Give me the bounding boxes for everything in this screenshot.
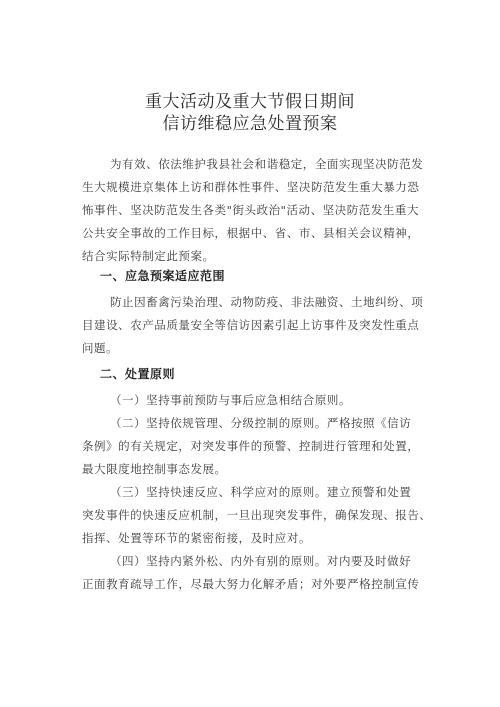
section1-line-3: 问题。	[82, 341, 119, 355]
section1-line-1: 防止因畜禽污染治理、动物防疫、非法融资、土地纠纷、项	[110, 295, 424, 309]
intro-line-5: 结合实际特制定此预案。	[82, 249, 215, 263]
intro-line-1: 为有效、依法维护我县社会和谐稳定，全面实现坚决防范发	[110, 157, 424, 171]
intro-line-2: 生大规模进京集体上访和群体性事件、坚决防范发生重大暴力恐	[82, 180, 420, 194]
principle-line-6: 突发事件的快速反应机制，一旦出现突发事件，确保发现、报告、	[82, 508, 432, 522]
intro-line-3: 怖事件、坚决防范发生各类"街头政治"活动、坚决防范发生重大	[82, 203, 420, 217]
section-heading-scope: 一、应急预案适应范围	[100, 269, 226, 283]
document-title-line-1: 重大活动及重大节假日期间	[145, 92, 355, 112]
principle-line-9: 正面教育疏导工作，尽最大努力化解矛盾；对外要严格控制宣传	[82, 577, 420, 591]
principle-line-4: 最大限度地控制事态发展。	[82, 462, 227, 476]
principle-line-3: 条例》的有关规定，对突发事件的预警、控制进行管理和处置，	[82, 439, 420, 453]
section1-line-2: 目建设、农产品质量安全等信访因素引起上访事件及突发性重点	[82, 318, 420, 332]
principle-line-1: （一）坚持事前预防与事后应急相结合原则。	[110, 393, 351, 407]
section-heading-principles: 二、处置原则	[100, 367, 176, 381]
intro-line-4: 公共安全事故的工作目标，根据中、省、市、县相关会议精神，	[82, 226, 420, 240]
document-title-line-2: 信访维稳应急处置预案	[162, 114, 338, 134]
principle-line-7: 指挥、处置等环节的紧密衔接，及时应对。	[82, 531, 311, 545]
principle-line-2: （二）坚持依规管理、分级控制的原则。严格按照《信访	[110, 416, 412, 430]
principle-line-8: （四）坚持内紧外松、内外有别的原则。对内要及时做好	[110, 554, 412, 568]
principle-line-5: （三）坚持快速反应、科学应对的原则。建立预警和处置	[110, 485, 412, 499]
